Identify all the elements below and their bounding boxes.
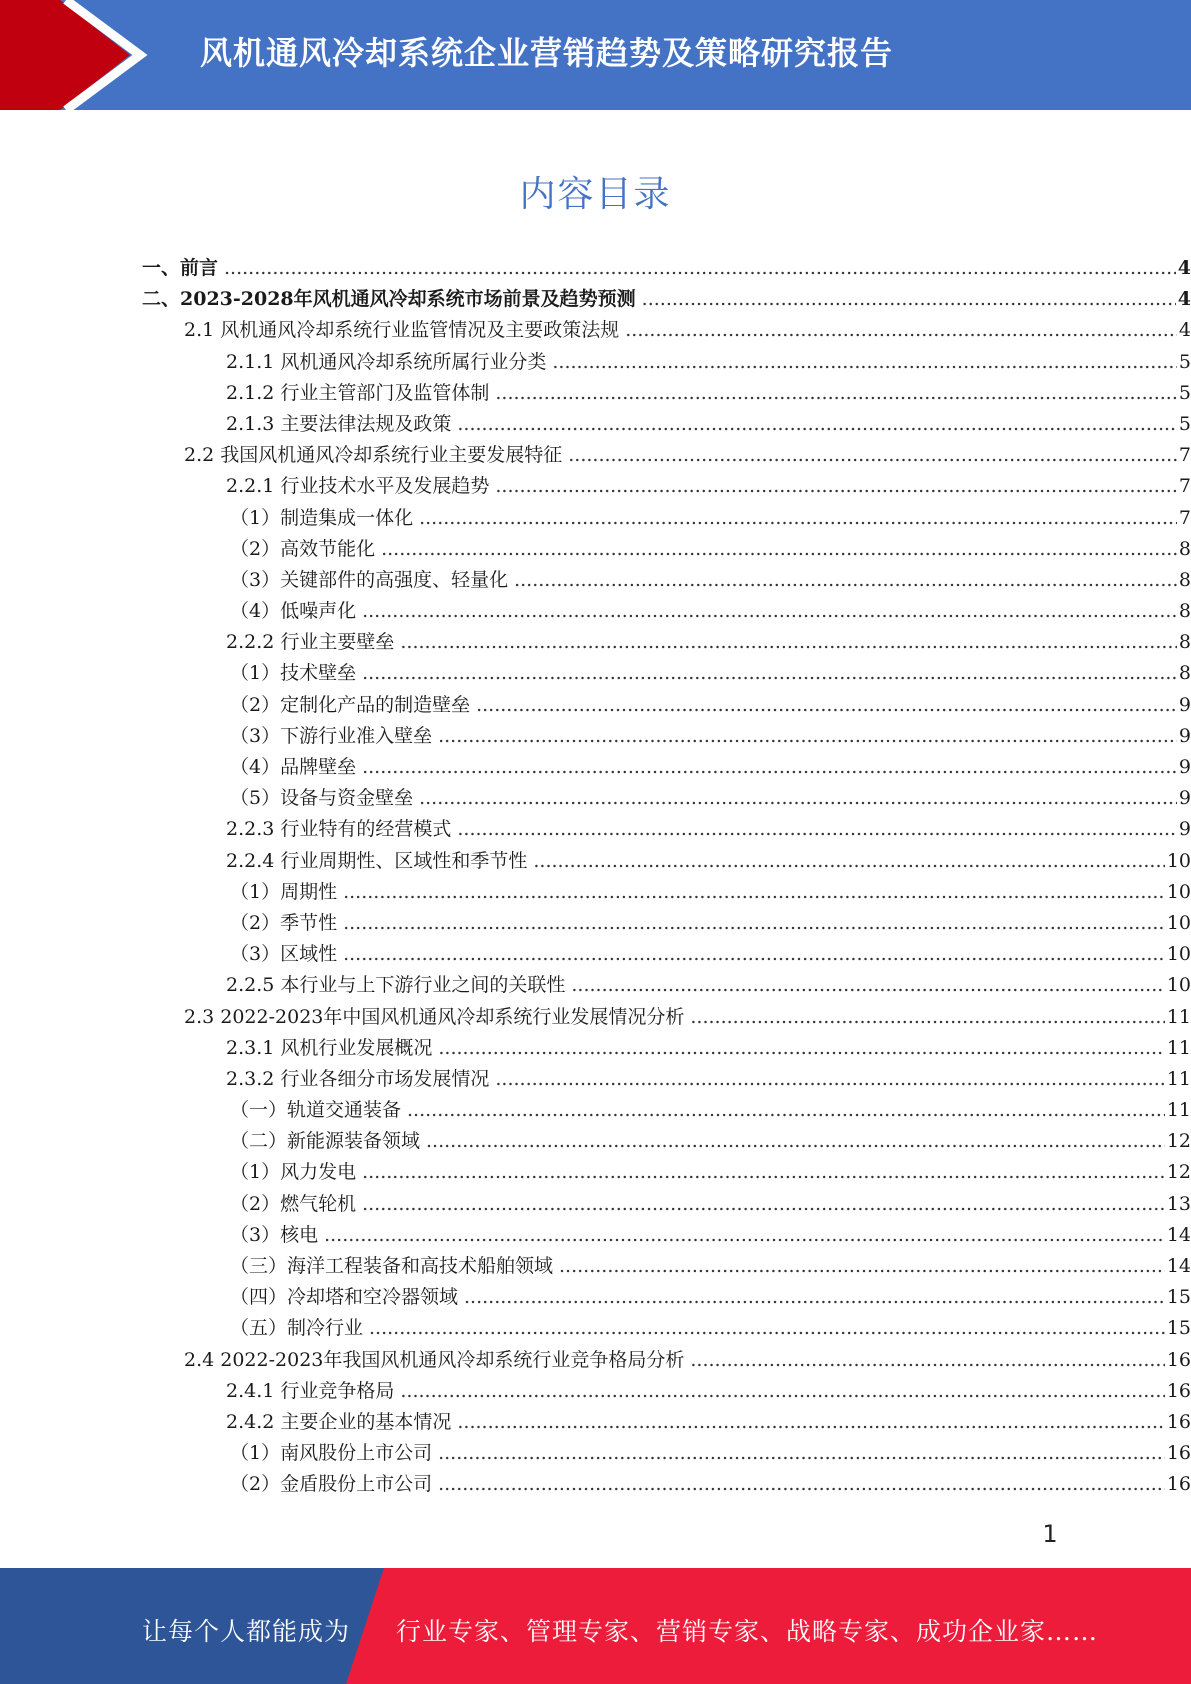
toc-entry-title: （1）制造集成一体化 bbox=[230, 506, 414, 529]
toc-entry-title: 2.3 2022-2023年中国风机通风冷却系统行业发展情况分析 bbox=[184, 1005, 685, 1028]
toc-leader-dots bbox=[343, 939, 1165, 970]
toc-leader-dots bbox=[495, 378, 1177, 409]
toc-entry-page: 14 bbox=[1166, 1223, 1191, 1246]
toc-entry[interactable] bbox=[0, 565, 1191, 596]
toc-entry-title: （四）冷却塔和空冷器领域 bbox=[230, 1286, 459, 1309]
toc-entry-title: （三）海洋工程装备和高技术船舶领域 bbox=[230, 1255, 554, 1277]
toc-leader-dots bbox=[362, 1189, 1165, 1220]
toc-entry-page: 9 bbox=[1178, 756, 1191, 778]
toc-entry[interactable] bbox=[0, 1407, 1191, 1438]
toc-entry-title: 2.1.2 行业主管部门及监管体制 bbox=[226, 381, 490, 404]
toc-entry-title: （4）品牌壁垒 bbox=[230, 756, 357, 778]
toc-entry[interactable] bbox=[0, 596, 1191, 627]
toc-leader-dots bbox=[362, 752, 1177, 783]
toc-entry-page: 16 bbox=[1166, 1379, 1191, 1402]
toc-title: 内容目录 bbox=[519, 174, 672, 215]
toc-leader-dots bbox=[362, 596, 1177, 627]
toc-leader-dots bbox=[559, 1251, 1165, 1282]
toc-entry-title: （2）金盾股份上市公司 bbox=[230, 1473, 433, 1496]
toc-entry[interactable] bbox=[0, 534, 1191, 565]
toc-entry-title: 2.2 我国风机通风冷却系统行业主要发展特征 bbox=[184, 444, 563, 467]
toc-leader-dots bbox=[457, 1407, 1164, 1438]
toc-entry[interactable] bbox=[0, 471, 1191, 502]
toc-entry-title: （3）核电 bbox=[230, 1223, 319, 1246]
toc-entry[interactable] bbox=[0, 284, 1191, 315]
toc-leader-dots bbox=[690, 1002, 1164, 1033]
toc-entry[interactable] bbox=[0, 627, 1191, 658]
toc-leader-dots bbox=[362, 658, 1177, 689]
toc-entry[interactable] bbox=[0, 658, 1191, 689]
toc-entry[interactable] bbox=[0, 1157, 1191, 1188]
toc-leader-dots bbox=[324, 1220, 1165, 1251]
toc-entry[interactable] bbox=[0, 1095, 1191, 1126]
toc-entry[interactable] bbox=[0, 721, 1191, 752]
toc-entry-title: （2）定制化产品的制造壁垒 bbox=[230, 693, 471, 716]
toc-entry[interactable] bbox=[0, 846, 1191, 877]
toc-entry[interactable] bbox=[0, 783, 1191, 814]
toc-entry[interactable] bbox=[0, 1033, 1191, 1064]
toc-entry[interactable] bbox=[0, 378, 1191, 409]
toc-entry[interactable] bbox=[0, 908, 1191, 939]
toc-leader-dots bbox=[552, 347, 1177, 378]
toc-entry-page: 5 bbox=[1178, 350, 1191, 373]
toc-entry-title: 2.4.1 行业竞争格局 bbox=[226, 1379, 395, 1402]
toc-entry[interactable] bbox=[0, 939, 1191, 970]
toc-entry-title: 2.2.4 行业周期性、区域性和季节性 bbox=[226, 849, 528, 872]
toc-entry-page: 16 bbox=[1166, 1473, 1191, 1496]
toc-entry-title: （一）轨道交通装备 bbox=[230, 1099, 402, 1122]
toc-leader-dots bbox=[438, 1438, 1165, 1469]
toc-leader-dots bbox=[224, 253, 1176, 284]
toc-entry-page: 10 bbox=[1166, 911, 1191, 934]
toc-entry-title: （五）制冷行业 bbox=[230, 1317, 364, 1340]
toc-entry-page: 4 bbox=[1177, 257, 1191, 279]
toc-entry[interactable] bbox=[0, 1469, 1191, 1500]
toc-entry-title: 2.4.2 主要企业的基本情况 bbox=[226, 1410, 452, 1433]
toc-leader-dots bbox=[514, 565, 1177, 596]
toc-entry-page: 10 bbox=[1166, 943, 1191, 966]
toc-entry-title: （3）关键部件的高强度、轻量化 bbox=[230, 568, 509, 591]
toc-entry-page: 15 bbox=[1166, 1317, 1191, 1340]
toc-entry[interactable] bbox=[0, 253, 1191, 284]
toc-entry-title: （2）燃气轮机 bbox=[230, 1192, 357, 1215]
toc-entry-page: 4 bbox=[1178, 319, 1191, 342]
toc-entry-page: 15 bbox=[1166, 1286, 1191, 1309]
toc-entry-page: 8 bbox=[1178, 600, 1191, 623]
toc-entry[interactable] bbox=[0, 1002, 1191, 1033]
toc-entry-title: （1）周期性 bbox=[230, 880, 338, 903]
toc-entry-title: （1）南风股份上市公司 bbox=[230, 1442, 433, 1465]
toc-leader-dots bbox=[642, 284, 1176, 315]
toc-entry-page: 10 bbox=[1166, 974, 1191, 997]
toc-leader-dots bbox=[457, 409, 1177, 440]
toc-entry-page: 12 bbox=[1166, 1130, 1191, 1153]
toc-entry-page: 8 bbox=[1178, 662, 1191, 685]
toc-entry-title: （1）风力发电 bbox=[230, 1161, 357, 1184]
toc-entry-page: 8 bbox=[1178, 568, 1191, 591]
toc-entry-title: 一、前言 bbox=[142, 257, 219, 279]
toc-entry-title: （2）高效节能化 bbox=[230, 537, 376, 560]
table-of-contents bbox=[0, 253, 1191, 1501]
toc-entry[interactable] bbox=[0, 347, 1191, 378]
toc-leader-dots bbox=[568, 440, 1177, 471]
toc-entry[interactable] bbox=[0, 503, 1191, 534]
toc-leader-dots bbox=[690, 1345, 1164, 1376]
toc-entry-page: 7 bbox=[1178, 506, 1191, 529]
toc-entry-page: 16 bbox=[1166, 1410, 1191, 1433]
toc-entry-page: 10 bbox=[1166, 849, 1191, 872]
toc-leader-dots bbox=[400, 1376, 1164, 1407]
toc-leader-dots bbox=[571, 970, 1164, 1001]
toc-entry-title: 2.2.5 本行业与上下游行业之间的关联性 bbox=[226, 974, 566, 997]
toc-entry-title: 2.2.3 行业特有的经营模式 bbox=[226, 818, 452, 841]
toc-entry-title: （4）低噪声化 bbox=[230, 600, 357, 623]
toc-entry-title: 2.3.1 风机行业发展概况 bbox=[226, 1036, 433, 1059]
toc-leader-dots bbox=[533, 846, 1164, 877]
toc-entry[interactable] bbox=[0, 1189, 1191, 1220]
toc-leader-dots bbox=[426, 1126, 1165, 1157]
toc-entry[interactable] bbox=[0, 315, 1191, 346]
toc-leader-dots bbox=[457, 814, 1177, 845]
toc-entry-page: 11 bbox=[1166, 1005, 1191, 1028]
toc-entry[interactable] bbox=[0, 1438, 1191, 1469]
toc-leader-dots bbox=[407, 1095, 1165, 1126]
toc-entry-page: 9 bbox=[1178, 787, 1191, 810]
toc-entry-page: 11 bbox=[1166, 1099, 1191, 1122]
toc-entry-title: 2.3.2 行业各细分市场发展情况 bbox=[226, 1067, 490, 1090]
toc-leader-dots bbox=[381, 534, 1177, 565]
toc-leader-dots bbox=[369, 1313, 1165, 1344]
header-band bbox=[0, 0, 1191, 110]
toc-leader-dots bbox=[495, 471, 1177, 502]
toc-entry-title: （3）下游行业准入壁垒 bbox=[230, 724, 433, 747]
toc-entry-title: （1）技术壁垒 bbox=[230, 662, 357, 685]
report-title: 风机通风冷却系统企业营销趋势及策略研究报告 bbox=[200, 34, 894, 72]
toc-entry-page: 7 bbox=[1178, 444, 1191, 467]
toc-entry-page: 11 bbox=[1166, 1067, 1191, 1090]
toc-entry[interactable] bbox=[0, 690, 1191, 721]
toc-leader-dots bbox=[625, 315, 1177, 346]
toc-entry[interactable] bbox=[0, 970, 1191, 1001]
toc-entry[interactable] bbox=[0, 877, 1191, 908]
footer-slogan-left: 让每个人都能成为 bbox=[142, 1617, 351, 1646]
toc-entry[interactable] bbox=[0, 1126, 1191, 1157]
toc-entry[interactable] bbox=[0, 1282, 1191, 1313]
footer-slogan-right: 行业专家、管理专家、营销专家、战略专家、成功企业家…… bbox=[396, 1617, 1099, 1646]
toc-leader-dots bbox=[438, 1033, 1164, 1064]
toc-entry[interactable] bbox=[0, 1376, 1191, 1407]
toc-entry-title: （2）季节性 bbox=[230, 911, 338, 934]
toc-entry[interactable] bbox=[0, 752, 1191, 783]
toc-entry-page: 9 bbox=[1178, 818, 1191, 841]
toc-entry-page: 11 bbox=[1166, 1036, 1191, 1059]
toc-leader-dots bbox=[438, 1469, 1165, 1500]
toc-leader-dots bbox=[476, 690, 1177, 721]
toc-entry[interactable] bbox=[0, 814, 1191, 845]
toc-entry-title: 2.1.3 主要法律法规及政策 bbox=[226, 412, 452, 435]
toc-entry-title: 2.4 2022-2023年我国风机通风冷却系统行业竞争格局分析 bbox=[184, 1348, 685, 1371]
toc-entry[interactable] bbox=[0, 1345, 1191, 1376]
toc-entry-title: （5）设备与资金壁垒 bbox=[230, 787, 414, 810]
toc-entry-page: 12 bbox=[1166, 1161, 1191, 1184]
toc-entry-title: 2.2.2 行业主要壁垒 bbox=[226, 631, 395, 654]
toc-entry[interactable] bbox=[0, 1313, 1191, 1344]
toc-entry-page: 8 bbox=[1178, 631, 1191, 654]
toc-entry-page: 5 bbox=[1178, 412, 1191, 435]
header-arrow-icon bbox=[0, 0, 160, 110]
toc-leader-dots bbox=[343, 877, 1165, 908]
toc-entry-page: 13 bbox=[1166, 1192, 1191, 1215]
toc-entry-page: 9 bbox=[1178, 724, 1191, 747]
toc-leader-dots bbox=[343, 908, 1165, 939]
toc-entry-page: 10 bbox=[1166, 880, 1191, 903]
toc-entry-page: 9 bbox=[1178, 693, 1191, 716]
toc-entry-page: 8 bbox=[1178, 537, 1191, 560]
toc-leader-dots bbox=[362, 1157, 1165, 1188]
page-number: 1 bbox=[1042, 1520, 1058, 1548]
toc-leader-dots bbox=[419, 783, 1177, 814]
toc-entry[interactable] bbox=[0, 1220, 1191, 1251]
toc-entry-title: 2.2.1 行业技术水平及发展趋势 bbox=[226, 475, 490, 498]
toc-entry-page: 16 bbox=[1166, 1442, 1191, 1465]
toc-entry-title: 二、2023-2028年风机通风冷却系统市场前景及趋势预测 bbox=[142, 288, 636, 311]
toc-entry-title: 2.1.1 风机通风冷却系统所属行业分类 bbox=[226, 350, 547, 373]
toc-entry-page: 14 bbox=[1166, 1255, 1191, 1277]
toc-entry[interactable] bbox=[0, 409, 1191, 440]
toc-entry-page: 5 bbox=[1178, 381, 1191, 404]
toc-entry[interactable] bbox=[0, 1064, 1191, 1095]
toc-entry-page: 16 bbox=[1166, 1348, 1191, 1371]
toc-leader-dots bbox=[400, 627, 1177, 658]
toc-entry[interactable] bbox=[0, 440, 1191, 471]
toc-entry-page: 7 bbox=[1178, 475, 1191, 498]
toc-leader-dots bbox=[419, 503, 1177, 534]
toc-leader-dots bbox=[438, 721, 1177, 752]
toc-entry[interactable] bbox=[0, 1251, 1191, 1282]
toc-leader-dots bbox=[464, 1282, 1165, 1313]
toc-entry-title: 2.1 风机通风冷却系统行业监管情况及主要政策法规 bbox=[184, 319, 620, 342]
toc-entry-title: （二）新能源装备领域 bbox=[230, 1130, 421, 1153]
toc-entry-title: （3）区域性 bbox=[230, 943, 338, 966]
toc-leader-dots bbox=[495, 1064, 1164, 1095]
toc-entry-page: 4 bbox=[1177, 288, 1191, 311]
